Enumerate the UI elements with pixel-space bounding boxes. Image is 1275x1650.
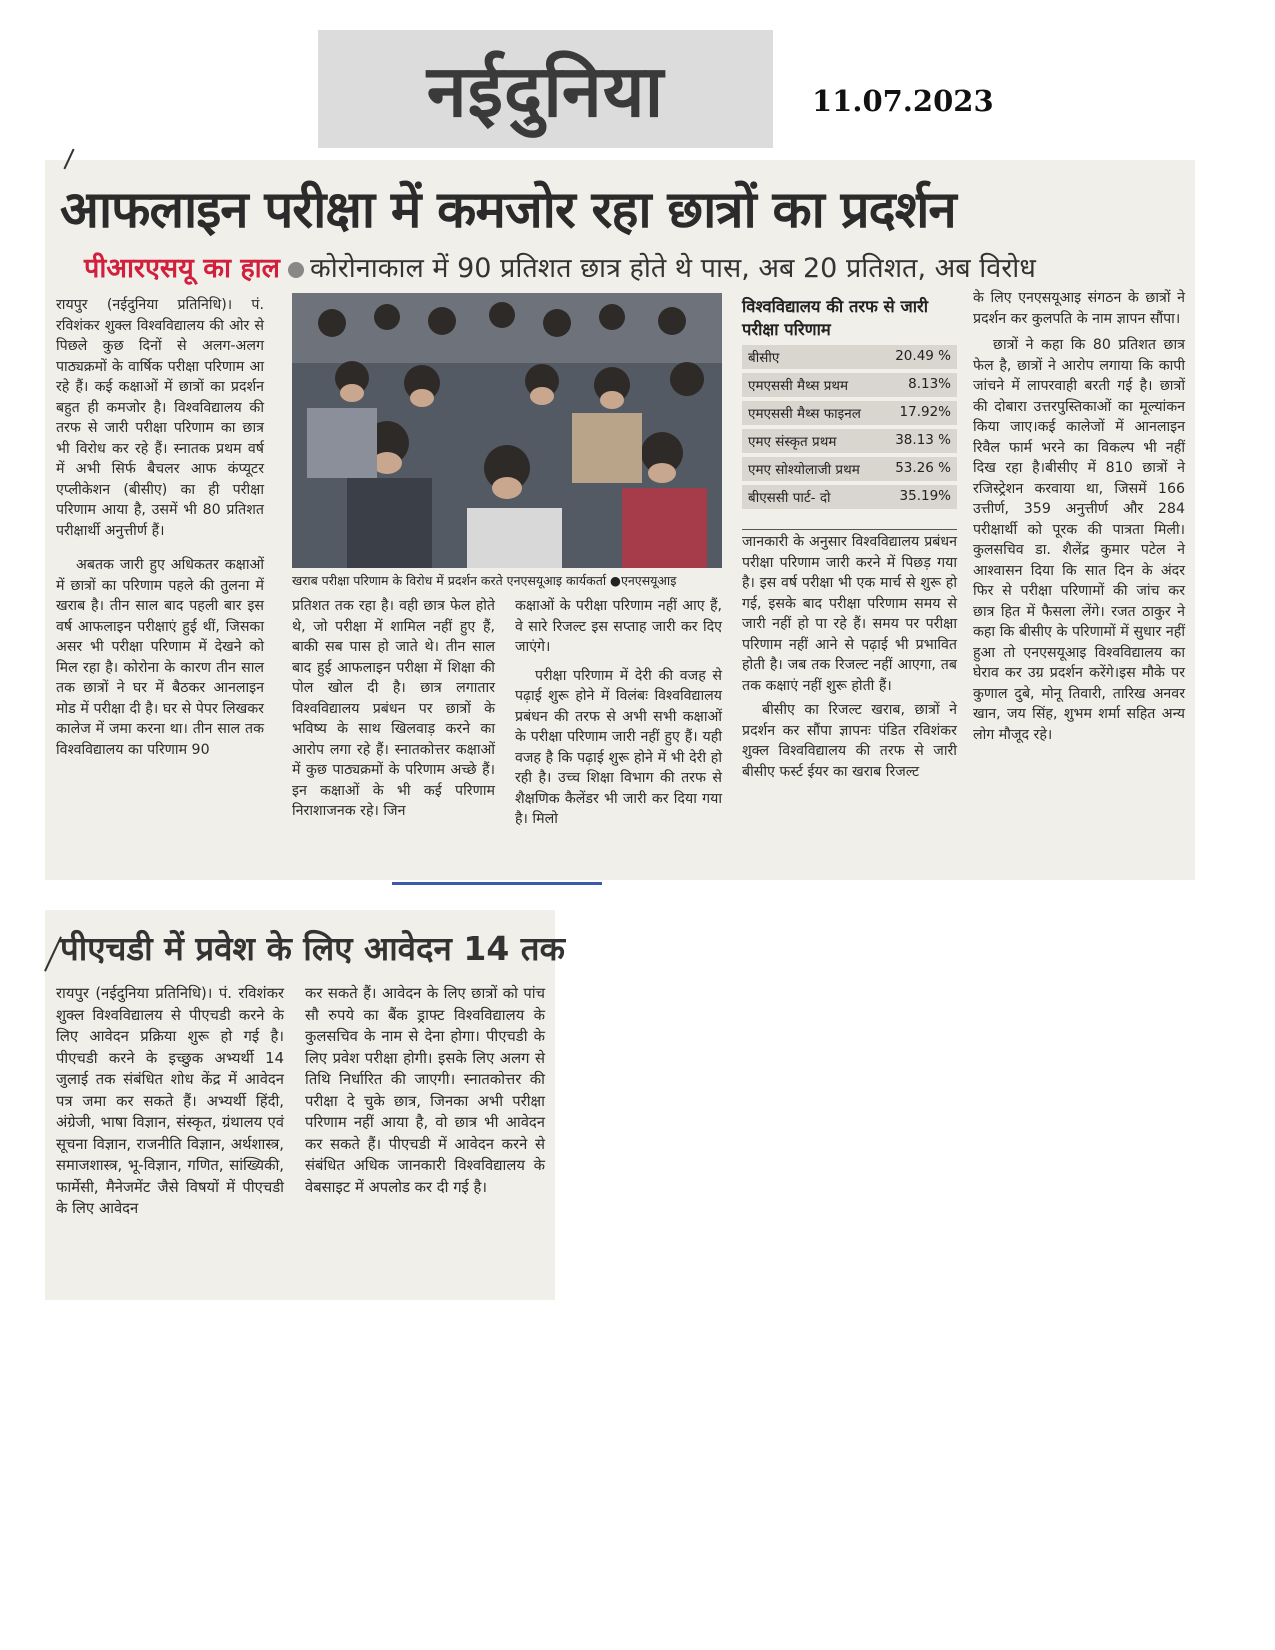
pass-percentage: 53.26 %: [895, 460, 951, 476]
paragraph: जानकारी के अनुसार विश्वविद्यालय प्रबंधन परीक्षा परिणाम जारी करने में पिछड़ गया है। इस वर्ष परीक्षा भी एक मार्च से शुरू हो गई, इसके बाद परीक्षा परिणाम समय से जारी नहीं हो पा रहे हैं। समय पर परीक्षा परिणाम नहीं आने से पढ़ाई भी प्रभावित होती है। जब तक रिजल्ट नहीं आएगा, तब तक कक्षाएं नहीं शुरू होती हैं।: [742, 534, 957, 694]
article-separator: [392, 882, 602, 885]
article2-column-2: [305, 983, 545, 1198]
article-subhead-text: कोरोनाकाल में 90 प्रतिशत छात्र होते थे पास, अब 20 प्रतिशत, अब विरोध: [309, 253, 1036, 284]
pass-percentage: 8.13%: [908, 376, 951, 392]
results-table-row: [742, 457, 957, 481]
protest-photo: [292, 293, 722, 568]
article-kicker: पीआरएसयू का हाल: [84, 253, 280, 284]
pass-percentage: 38.13 %: [895, 432, 951, 448]
paragraph: अबतक जारी हुए अधिकतर कक्षाओं में छात्रों का परिणाम पहले की तुलना में खराब है। तीन साल बाद पहली बार इस वर्ष आफलाइन परीक्षाएं हुई थीं, जिसका असर भी परीक्षा परिणाम में देखने को मिल रहा है। कोरोना के कारण तीन साल तक छात्रों ने घर में बैठकर आनलाइन मोड में परीक्षा दी है। घर से पेपर लिखकर कालेज में जमा करना था। तीन साल तक विश्वविद्यालय का परिणाम 90: [56, 557, 264, 758]
article-column-2: [292, 596, 495, 822]
newspaper-logo: [318, 30, 773, 148]
paragraph: रायपुर (नईदुनिया प्रतिनिधि)। पं. रविशंकर शुक्ल विश्वविद्यालय से पीएचडी करने के लिए आवेदन प्रक्रिया शुरू हो गई है। पीएचडी करने के इच्छुक अभ्यर्थी 14 जुलाई तक संबंधित शोध केंद्र में आवेदन पत्र जमा कर सकते हैं। अभ्यर्थी हिंदी, अंग्रेजी, भाषा विज्ञान, संस्कृत, ग्रंथालय एवं सूचना विज्ञान, राजनीति विज्ञान, अर्थशास्त्र, समाजशास्त्र, भू-विज्ञान, गणित, सांख्यिकी, फार्मेसी, मैनेजमेंट जैसे विषयों में पीएचडी के लिए आवेदन: [56, 985, 284, 1217]
course-name: एमएससी मैथ्स प्रथम: [748, 378, 849, 394]
pass-percentage: 17.92%: [899, 404, 951, 420]
course-name: बीएससी पार्ट- दो: [748, 490, 831, 506]
paragraph: कक्षाओं के परीक्षा परिणाम नहीं आए हैं, वे सारे रिजल्ट इस सप्ताह जारी कर दिए जाएंगे।: [515, 598, 722, 655]
course-name: एमएससी मैथ्स फाइनल: [748, 406, 861, 422]
bullet-icon: [288, 262, 304, 278]
results-table-row: [742, 485, 957, 509]
article-column-3: [515, 596, 722, 830]
paragraph: रायपुर (नईदुनिया प्रतिनिधि)। पं. रविशंकर शुक्ल विश्वविद्यालय की ओर से पिछले कुछ दिनों से अलग-अलग पाठ्यक्रमों के वार्षिक परीक्षा परिणाम आ रहे हैं। कई कक्षाओं में छात्रों का प्रदर्शन बहुत ही कमजोर है। विश्वविद्यालय की तरफ से जारी परीक्षा परिणाम का छात्र भी विरोध कर रहे हैं। स्नातक प्रथम वर्ष में अभी सिर्फ बैचलर आफ कंप्यूटर एप्लीकेशन (बीसीए) का ही परीक्षा परिणाम आया है, उसमें भी 80 प्रतिशत परीक्षार्थी अनुत्तीर्ण हैं।: [56, 297, 264, 539]
paragraph: प्रतिशत तक रहा है। वही छात्र फेल होते थे, जो परीक्षा में शामिल नहीं हुए हैं, बाकी सब पास हो जाते थे। तीन साल बाद हुई आफलाइन परीक्षा में शिक्षा की पोल खोल दी है। छात्र लगातार विश्वविद्यालय प्रबंधन पर छात्रों के भविष्य के साथ खिलवाड़ करने का आरोप लगा रहे हैं। स्नातकोत्तर कक्षाओं में कुछ पाठ्यक्रमों के परिणाम अच्छे हैं। इन कक्षाओं के भी कई परिणाम निराशाजनक रहे। जिन: [292, 598, 495, 819]
paragraph: छात्रों ने कहा कि 80 प्रतिशत छात्र फेल है, छात्रों ने आरोप लगाया कि कापी जांचने में लापरवाही बरती गई है। छात्रों की दोबारा उत्तरपुस्तिकाओं का मूल्यांकन किया जाए।कई कालेजों में आनलाइन रिवैल फार्म भरने का विकल्प भी नहीं दिख रहा है।बीसीए में 810 छात्रों ने रजिस्ट्रेशन करवाया था, जिसमें 166 उत्तीर्ण, 359 अनुत्तीर्ण और 284 परीक्षार्थी को पूरक की पात्रता मिली। कुलसचिव डा. शैलेंद्र कुमार पटेल ने आश्वासन दिया कि सात दिन के अंदर फिर से परीक्षा परिणामों की जांच कर छात्र हित में फैसला लेंगे। रजत ठाकुर ने कहा कि बीसीए के परिणामों में सुधार नहीं हुआ तो एनएसयूआइ विश्वविद्यालय का घेराव कर उग्र प्रदर्शन करेंगे।इस मौके पर कुणाल दुबे, मोनू तिवारी, तारिख अनवर खान, जय सिंह, शुभम शर्मा सहित अन्य लोग मौजूद रहे।: [973, 337, 1185, 743]
publication-date: 11.07.2023: [812, 84, 994, 118]
protest-photo-illustration: [292, 293, 722, 568]
paragraph: के लिए एनएसयूआइ संगठन के छात्रों ने प्रदर्शन कर कुलपति के नाम ज्ञापन सौंपा।: [973, 290, 1185, 327]
course-name: बीसीए: [748, 350, 780, 366]
pass-percentage: 20.49 %: [895, 348, 951, 364]
results-table-row: [742, 345, 957, 369]
paragraph: परीक्षा परिणाम में देरी की वजह से पढ़ाई शुरू होने में विलंबः विश्वविद्यालय प्रबंधन की तरफ से अभी सभी कक्षाओं के परीक्षा परिणाम जारी नहीं हुए हैं। यही वजह है कि पढ़ाई शुरू होने में भी देरी हो रही है। उच्च शिक्षा विभाग की तरफ से शैक्षणिक कैलेंडर भी जारी कर दिया गया है। मिलो: [515, 667, 722, 827]
results-table-row: [742, 429, 957, 453]
pass-percentage: 35.19%: [899, 488, 951, 504]
results-table-row: [742, 401, 957, 425]
results-table-row: [742, 373, 957, 397]
article-headline-2: पीएचडी में प्रवेश के लिए आवेदन 14 तक: [60, 929, 565, 968]
table-divider: [742, 529, 957, 530]
results-table-title: विश्वविद्यालय की तरफ से जारी परीक्षा परिणाम: [742, 297, 928, 339]
newspaper-name: नईदुनिया: [426, 49, 665, 133]
article-column-4: [742, 532, 957, 782]
article-headline: आफलाइन परीक्षा में कमजोर रहा छात्रों का प्रदर्शन: [60, 181, 956, 240]
results-table: [742, 295, 957, 530]
paragraph: बीसीए का रिजल्ट खराब, छात्रों ने प्रदर्शन कर सौंपा ज्ञापनः पंडित रविशंकर शुक्ल विश्वविद्यालय की तरफ से जारी बीसीए फर्स्ट ईयर का खराब रिजल्ट: [742, 702, 957, 780]
paragraph: कर सकते हैं। आवेदन के लिए छात्रों को पांच सौ रुपये का बैंक ड्राफ्ट विश्वविद्यालय के कुलसचिव के नाम से देना होगा। पीएचडी के लिए प्रवेश परीक्षा होगी। इसके लिए अलग से तिथि निर्धारित की जाएगी। स्नातकोत्तर की परीक्षा दे चुके छात्र, जिनका अभी परीक्षा परिणाम नहीं आया है, वो छात्र भी आवेदन कर सकते हैं। पीएचडी में आवेदन करने से संबंधित अधिक जानकारी विश्वविद्यालय के वेबसाइट में अपलोड कर दी गई है।: [305, 985, 545, 1196]
article-subheadline: [84, 248, 1194, 285]
results-table-rows: [742, 345, 957, 509]
course-name: एमए सोश्योलाजी प्रथम: [748, 462, 860, 478]
course-name: एमए संस्कृत प्रथम: [748, 434, 837, 450]
photo-caption: खराब परीक्षा परिणाम के विरोध में प्रदर्शन करते एनएसयूआइ कार्यकर्ता ●एनएसयूआइ: [292, 573, 677, 588]
article-column-1: [56, 295, 264, 760]
article-column-5: [973, 288, 1185, 745]
article2-column-1: [56, 983, 284, 1220]
